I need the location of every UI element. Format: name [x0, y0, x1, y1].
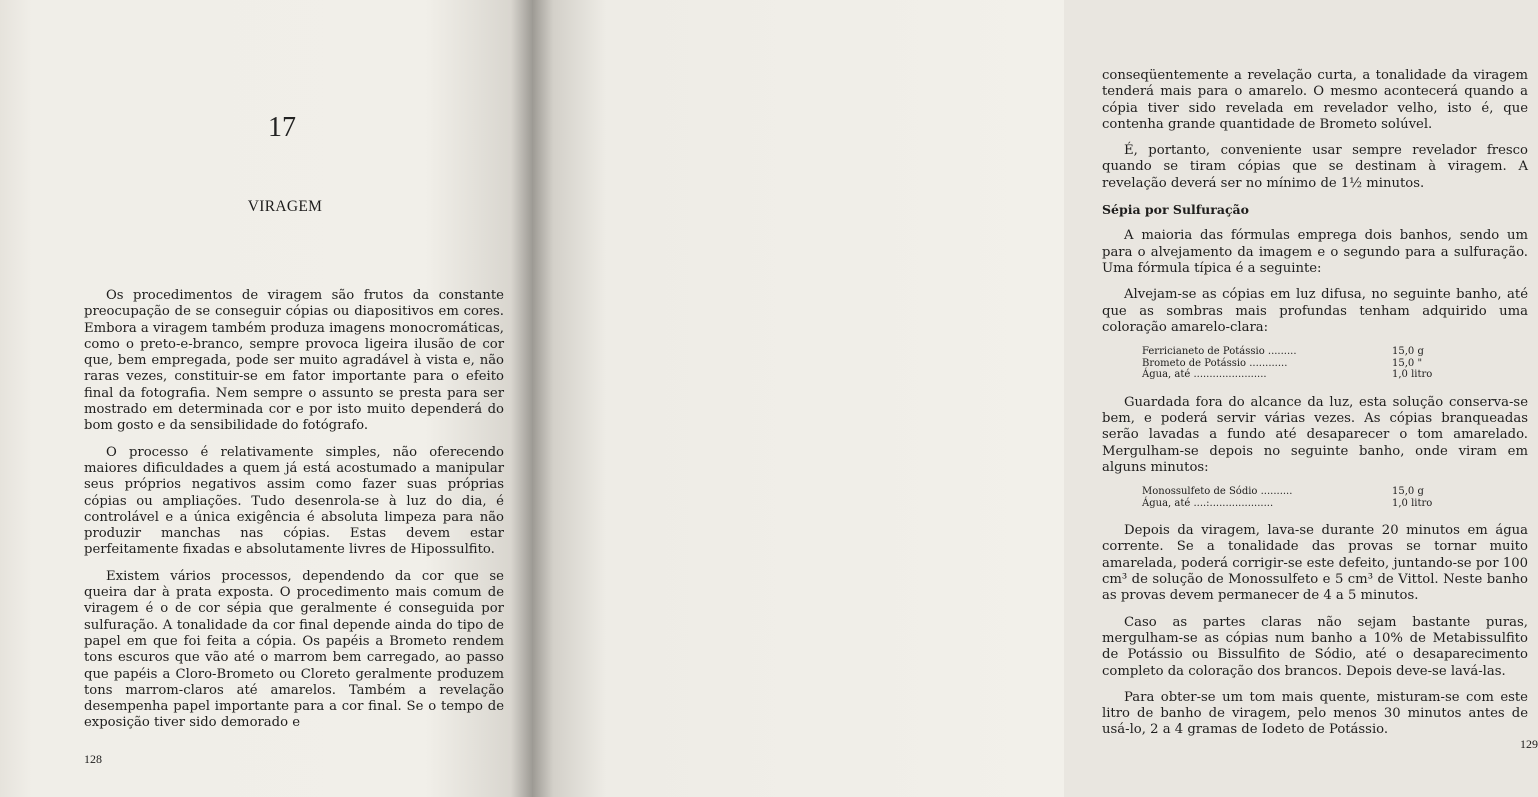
section-heading: Sépia por Sulfuração — [1102, 202, 1249, 218]
ingredient-amount: 1,0 litro — [1392, 497, 1433, 509]
formula-row — [1142, 486, 1442, 498]
paragraph: Alvejam-se as cópias em luz difusa, no seguinte banho, até que as sombras mais profundas tenham adquirido uma coloração amarelo-clara: — [1102, 287, 1528, 335]
ingredient-name: Monossulfeto de Sódio .......... — [1142, 486, 1293, 498]
right-page — [532, 0, 1538, 797]
chapter-number: 17 — [268, 112, 296, 143]
ingredient-name: Água, até ....:.................... — [1142, 497, 1274, 509]
formula-row — [1142, 498, 1442, 510]
ingredient-amount: 15,0 g — [1392, 346, 1424, 358]
page-number-right: 129 — [1520, 737, 1538, 751]
ingredient-name: Ferricianeto de Potássio ......... — [1142, 346, 1297, 358]
paragraph: Caso as partes claras não sejam bastante puras, mergulham-se as cópias num banho a 10% de Metabissulfito de Potássio ou Bissulfito de Sódio, até o desaparecimento completo da coloração dos brancos. Depois deve-se lavá-las. — [1102, 614, 1528, 679]
ingredient-amount: 15,0 " — [1392, 357, 1423, 369]
paragraph: Existem vários processos, dependendo da cor que se queira dar à prata exposta. O procedimento mais comum de viragem é o de cor sépia que geralmente é conseguida por sulfuração. A tonalidade da cor final depende ainda do tipo de papel em que foi feita a cópia. Os papéis a Brometo rendem tons escuros que vão até o marrom bem carregado, ao passo que papéis a Cloro-Brometo ou Cloreto geralmente produzem tons marrom-claros até amarelos. Também a revelação desempenha papel importante para a cor final. Se o tempo de exposição tiver sido demorado e — [84, 568, 504, 731]
formula-bleach — [1142, 346, 1442, 381]
paragraph: Depois da viragem, lava-se durante 20 minutos em água corrente. Se a tonalidade das provas se tornar muito amarelada, poderá corrigir-se este defeito, juntando-se por 100 cm³ de solução de Monossulfeto e 5 cm³ de Vittol. Neste banho as provas devem permanecer de 4 a 5 minutos. — [1102, 523, 1528, 604]
paragraph: conseqüentemente a revelação curta, a tonalidade da viragem tenderá mais para o amarelo. O mesmo acontecerá quando a cópia tiver sido revelada em revelador velho, isto é, que contenha grande quantidade de Brometo solúvel. — [1102, 68, 1528, 132]
formula-toner — [1142, 486, 1442, 509]
ingredient-amount: 15,0 g — [1392, 486, 1424, 498]
paragraph: A maioria das fórmulas emprega dois banhos, sendo um para o alvejamento da imagem e o segundo para a sulfuração. Uma fórmula típica é a seguinte: — [1102, 228, 1528, 276]
ingredient-amount: 1,0 litro — [1392, 369, 1433, 381]
formula-row — [1142, 358, 1442, 370]
paragraph: O processo é relativamente simples, não oferecendo maiores dificuldades a quem já está acostumado a manipular seus próprios negativos assim como fazer suas próprias cópias ou ampliações. Tudo desenrola-se à luz do dia, é controlável e a única exigência é absoluta limpeza para não produzir manchas nas cópias. Estas devem estar perfeitamente fixadas e absolutamente livres de Hipossulfito. — [84, 444, 504, 558]
left-page-body — [84, 288, 504, 742]
chapter-title: VIRAGEM — [247, 198, 323, 215]
formula-row — [1142, 369, 1442, 381]
left-page — [0, 0, 532, 797]
paragraph: Os procedimentos de viragem são frutos da constante preocupação de se conseguir cópias ou diapositivos em cores. Embora a viragem também produza imagens monocromáticas, como o preto-e-branco, sempre provoca ligeira ilusão de cor que, bem empregada, pode ser muito agradável à vista e, não raras vezes, constituir-se em fator importante para o efeito final da fotografia. Nem sempre o assunto se presta para ser mostrado em determinada cor e por isto muito dependerá do bom gosto e da sensibilidade do fotógrafo. — [84, 288, 504, 434]
right-page-body — [1102, 68, 1528, 749]
ingredient-name: Brometo de Potássio ............ — [1142, 357, 1288, 369]
paragraph: Guardada fora do alcance da luz, esta solução conserva-se bem, e poderá servir várias vezes. As cópias branqueadas serão lavadas a fundo até desaparecer o tom amarelado. Mergulham-se depois no seguinte banho, onde viram em alguns minutos: — [1102, 394, 1528, 475]
page-number-left: 128 — [84, 752, 102, 766]
formula-row — [1142, 346, 1442, 358]
ingredient-name: Água, até ....................... — [1142, 369, 1267, 381]
paragraph: Para obter-se um tom mais quente, misturam-se com este litro de banho de viragem, pelo menos 30 minutos antes de usá-lo, 2 a 4 gramas de Iodeto de Potássio. — [1102, 689, 1528, 738]
paragraph: É, portanto, conveniente usar sempre revelador fresco quando se tiram cópias que se destinam à viragem. A revelação deverá ser no mínimo de 1½ minutos. — [1102, 143, 1528, 191]
